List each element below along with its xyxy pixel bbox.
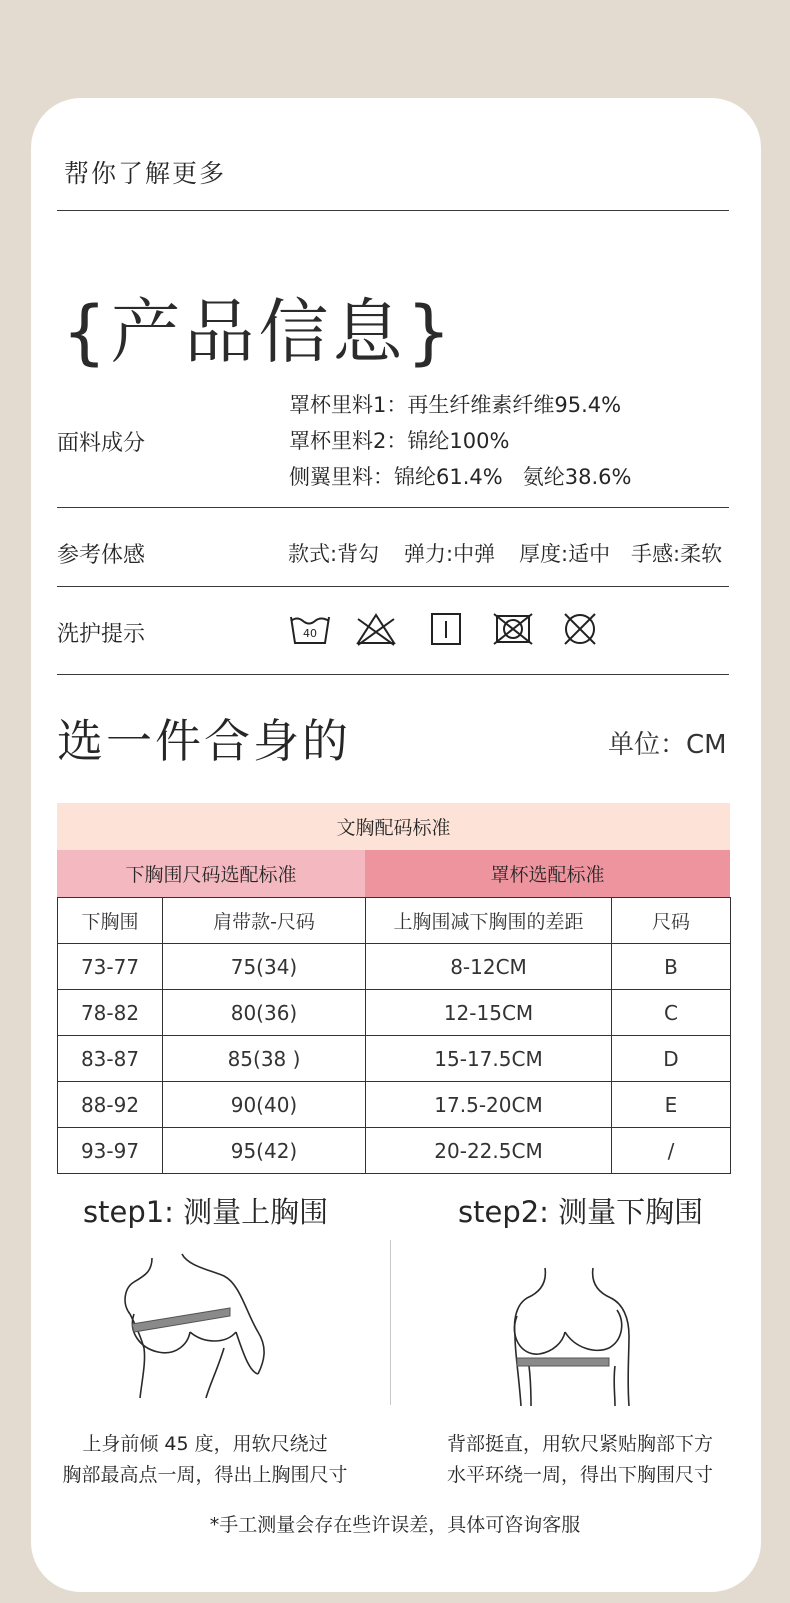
feel-elasticity: 弹力:中弹 <box>404 542 496 566</box>
fabric-line: 侧翼里料：锦纶61.4% 氨纶38.6% <box>289 465 632 489</box>
size-table <box>57 803 730 1174</box>
step1-title: step1: 测量上胸围 <box>83 1195 329 1229</box>
size-grid <box>57 897 731 1174</box>
table-cell: 85(38 ) <box>163 1036 366 1082</box>
step2-desc-line: 水平环绕一周，得出下胸围尺寸 <box>446 1464 713 1486</box>
wash-temp: 40 <box>303 627 317 640</box>
size-table-groups <box>57 850 730 897</box>
table-row <box>58 944 731 990</box>
step1-desc-line: 上身前倾 45 度，用软尺绕过 <box>82 1433 328 1455</box>
measurement-note: *手工测量会存在些许误差，具体可咨询客服 <box>209 1514 581 1536</box>
header-cell: 尺码 <box>612 898 731 944</box>
table-cell: 78-82 <box>58 990 163 1036</box>
wash-40-icon <box>288 611 332 647</box>
fabric-line: 罩杯里料2：锦纶100% <box>289 429 510 453</box>
table-cell: E <box>612 1082 731 1128</box>
table-cell: 83-87 <box>58 1036 163 1082</box>
header-cell: 肩带款-尺码 <box>163 898 366 944</box>
table-cell: / <box>612 1128 731 1174</box>
fit-title: 选一件合身的 <box>57 714 351 768</box>
step1-desc-line: 胸部最高点一周，得出上胸围尺寸 <box>62 1464 348 1486</box>
table-cell: 90(40) <box>163 1082 366 1128</box>
underbust-group-header: 下胸围尺码选配标准 <box>57 850 365 897</box>
divider <box>57 210 729 211</box>
feel-label: 参考体感 <box>57 543 146 568</box>
table-cell: 8-12CM <box>366 944 612 990</box>
table-cell: 20-22.5CM <box>366 1128 612 1174</box>
feel-touch: 手感:柔软 <box>631 542 723 566</box>
table-cell: 75(34) <box>163 944 366 990</box>
no-bleach-icon <box>354 611 398 647</box>
header-cell: 上胸围减下胸围的差距 <box>366 898 612 944</box>
cup-group-header: 罩杯选配标准 <box>365 850 730 897</box>
table-row <box>58 1036 731 1082</box>
table-cell: 80(36) <box>163 990 366 1036</box>
table-header-row <box>58 898 731 944</box>
step1-illustration <box>118 1252 288 1402</box>
step2-illustration <box>505 1266 665 1416</box>
no-tumble-dry-icon <box>491 611 535 647</box>
feel-thickness: 厚度:适中 <box>519 542 611 566</box>
care-label: 洗护提示 <box>57 622 146 647</box>
step2-desc-line: 背部挺直，用软尺紧贴胸部下方 <box>446 1433 713 1455</box>
table-cell: 17.5-20CM <box>366 1082 612 1128</box>
table-cell: 93-97 <box>58 1128 163 1174</box>
step2-description <box>430 1429 730 1491</box>
step-divider <box>390 1240 391 1405</box>
table-cell: 88-92 <box>58 1082 163 1128</box>
table-row <box>58 1128 731 1174</box>
step1-description <box>49 1429 361 1491</box>
intro-text: 帮你了解更多 <box>64 159 227 188</box>
table-cell: B <box>612 944 731 990</box>
table-row <box>58 1082 731 1128</box>
table-row <box>58 990 731 1036</box>
table-cell: 15-17.5CM <box>366 1036 612 1082</box>
divider <box>57 507 729 508</box>
table-cell: 12-15CM <box>366 990 612 1036</box>
table-cell: D <box>612 1036 731 1082</box>
line-dry-icon <box>424 611 468 647</box>
size-table-title: 文胸配码标准 <box>57 803 730 850</box>
table-cell: 73-77 <box>58 944 163 990</box>
table-cell: 95(42) <box>163 1128 366 1174</box>
fabric-line: 罩杯里料1：再生纤维素纤维95.4% <box>289 393 622 417</box>
divider <box>57 586 729 587</box>
no-dry-clean-icon <box>558 611 602 647</box>
table-cell: C <box>612 990 731 1036</box>
section-title: {产品信息} <box>62 291 456 373</box>
step2-title: step2: 测量下胸围 <box>458 1195 704 1229</box>
header-cell: 下胸围 <box>58 898 163 944</box>
divider <box>57 674 729 675</box>
feel-style: 款式:背勾 <box>288 542 380 566</box>
unit-label: 单位：CM <box>608 730 727 760</box>
fabric-label: 面料成分 <box>57 431 146 456</box>
